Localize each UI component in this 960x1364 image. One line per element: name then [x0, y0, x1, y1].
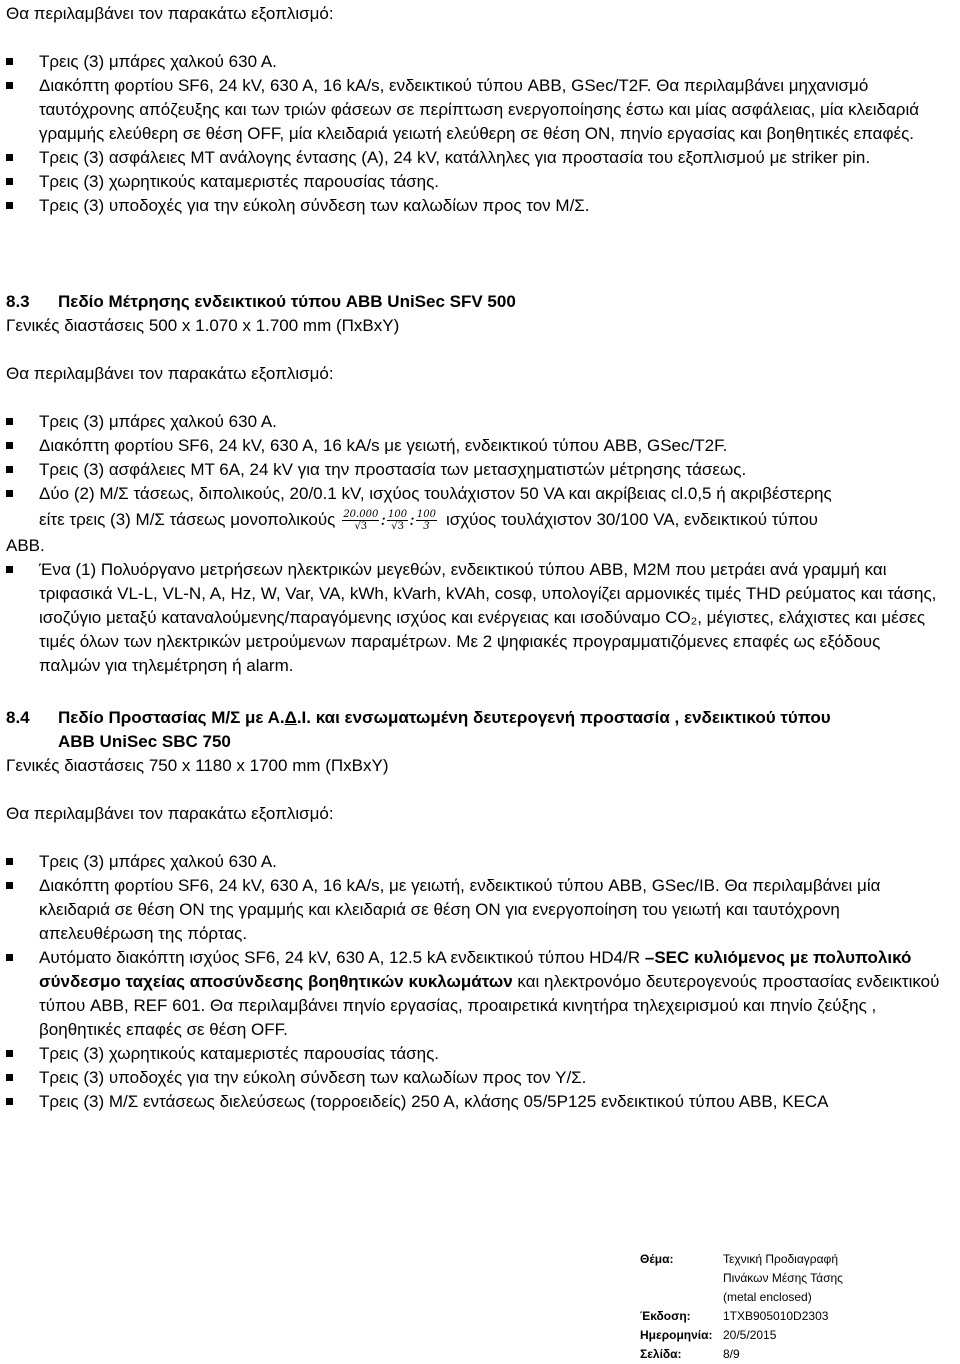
list-item: Τρεις (3) υποδοχές για την εύκολη σύνδεση των καλωδίων προς τον Υ/Σ. — [6, 1066, 946, 1090]
fraction: $\frac{100}{3}$ — [416, 508, 436, 532]
bullet-icon — [6, 202, 13, 209]
list-item: Τρεις (3) Μ/Σ εντάσεως διελεύσεως (τορροειδείς) 250 Α, κλάσης 05/5P125 ενδεικτικού τύπου ΑΒΒ, ΚΕCA — [6, 1090, 946, 1114]
list-item: Τρεις (3) υποδοχές για την εύκολη σύνδεση των καλωδίων προς τον Μ/Σ. — [6, 194, 946, 218]
bullet-icon — [6, 1074, 13, 1081]
list-item: Τρεις (3) χωρητικούς καταμεριστές παρουσίας τάσης. — [6, 1042, 946, 1066]
list-item: Τρεις (3) ασφάλειες ΜΤ ανάλογης έντασης (Α), 24 kV, κατάλληλες για προστασία του εξοπλισμού με striker pin. — [6, 146, 946, 170]
section1-list — [6, 50, 946, 218]
bullet-icon — [6, 490, 13, 497]
bullet-icon — [6, 82, 13, 89]
footer-date: Ημερομηνία: 20/5/2015 — [640, 1328, 777, 1342]
document-footer: Θέμα: Τεχνική Προδιαγραφή Πινάκων Μέσης Τάσης (metal enclosed) Έκδοση: 1TXB905010D2303 Ημερομηνία: 20/5/2015 Σελίδα: 8/9 — [640, 1250, 940, 1364]
list-item-voltage-transformers: Δύο (2) Μ/Σ τάσεως, διπολικούς, 20/0.1 kV, ισχύος τουλάχιστον 50 VA και ακρίβειας cl.0,5 ή ακριβέστερης είτε τρεις (3) Μ/Σ τάσεως μονοπολικούς $\frac{20.000}{√3}$ : $\frac{100}{√3}$ : $\frac{100}{3}$ ισχύος τουλάχιστον 30/100 VA, ενδεικτικού τύπου ABB. — [6, 482, 946, 558]
bullet-icon — [6, 1050, 13, 1057]
section1-intro: Θα περιλαμβάνει τον παρακάτω εξοπλισμό: — [6, 4, 334, 23]
list-item: Τρεις (3) χωρητικούς καταμεριστές παρουσίας τάσης. — [6, 170, 946, 194]
footer-page-number: Σελίδα: 8/9 — [640, 1347, 740, 1361]
bullet-icon — [6, 1098, 13, 1105]
bullet-icon — [6, 442, 13, 449]
footer-edition: Έκδοση: 1TXB905010D2303 — [640, 1309, 829, 1323]
bullet-icon — [6, 418, 13, 425]
bullet-icon — [6, 954, 13, 961]
fraction: $\frac{100}{√3}$ — [388, 508, 408, 532]
bullet-icon — [6, 178, 13, 185]
list-item: Διακόπτη φορτίου SF6, 24 kV, 630 A, 16 kA/s με γειωτή, ενδεικτικού τύπου ABB, GSec/T2F. — [6, 434, 946, 458]
list-item: Τρεις (3) ασφάλειες ΜΤ 6Α, 24 kV για την προστασία των μετασχηματιστών μέτρησης τάσεως. — [6, 458, 946, 482]
list-item: Διακόπτη φορτίου SF6, 24 kV, 630 A, 16 kA/s, με γειωτή, ενδεικτικού τύπου ABB, GSec/IB. Θα περιλαμβάνει μία κλειδαριά σε θέση ON της γραμμής και κλειδαριά σε θέση ON για ενεργοποίηση του γειωτή και ταυτόχρονη απελευθέρωση της πόρτας. — [6, 874, 946, 946]
fraction: $\frac{20.000}{√3}$ — [343, 508, 379, 532]
list-item: Διακόπτη φορτίου SF6, 24 kV, 630 A, 16 kA/s, ενδεικτικού τύπου ABB, GSec/T2F. Θα περιλαμβάνει μηχανισμό ταυτόχρονης απόζευξης και των τριών φάσεων σε περίπτωση ενεργοποίησης έστω και μίας ασφάλειας, μία κλειδαριά γραμμής ελεύθερη σε θέση OFF, μία κλειδαριά γειωτή ελεύθερη σε θέση ON, πηνίο εργασίας και βοηθητικές επαφές. — [6, 74, 946, 146]
list-item-multimeter: Ένα (1) Πολυόργανο μετρήσεων ηλεκτρικών μεγεθών, ενδεικτικού τύπου ABB, M2M που μετράει ανά γραμμή και τριφασικά VL-L, VL-N, A, Hz, W, Var, VA, kWh, kVarh, kVAh, cosφ, υπολογίζει αρμονικές τιμές THD ρεύματος και τάσης, ισοζύγιο μεταξύ καταναλούμενης/παραγόμενης ισχύος και ενέργειας και ισοδύναμο CO₂, μέγιστες, ελάχιστες και μέσες τιμές όλων των ηλεκτρικών μετρούμενων παραμέτρων. Με 2 ψηφιακές προγραμματιζόμενες επαφές ως εξόδους παλμών για τηλεμέτρηση ή alarm. — [6, 558, 946, 678]
bullet-icon — [6, 466, 13, 473]
list-item-circuit-breaker: Αυτόματο διακόπτη ισχύος SF6, 24 kV, 630 A, 12.5 kA ενδεικτικού τύπου HD4/R –SEC κυλιόμενος με πολυπολικό σύνδεσμο ταχείας αποσύνδεσης βοηθητικών κυκλωμάτων και ηλεκτρονόμο δευτερογενούς προστασίας ενδεικτικού τύπου ABB, REF 601. Θα περιλαμβάνει πηνίο εργασίας, προαιρετικά κινητήρα τηλεχειρισμού και πηνίο ζεύξης , βοηθητικές επαφές σε θέση OFF. — [6, 946, 946, 1042]
list-item: Τρεις (3) μπάρες χαλκού 630 Α. — [6, 410, 946, 434]
list-item: Τρεις (3) μπάρες χαλκού 630 Α. — [6, 850, 946, 874]
section-heading-8-4: 8.4 Πεδίο Προστασίας Μ/Σ με Α.Δ.Ι. και ενσωματωμένη δευτερογενή προστασία , ενδεικτικού τύπου ABB UniSec SBC 750 — [6, 708, 831, 751]
bullet-icon — [6, 858, 13, 865]
section3-list — [6, 850, 946, 1114]
section-heading-8-3: 8.3 Πεδίο Μέτρησης ενδεικτικού τύπου ABB UniSec SFV 500 — [6, 292, 516, 311]
fraction-line: είτε τρεις (3) Μ/Σ τάσεως μονοπολικούς $\frac{20.000}{√3}$ : $\frac{100}{√3}$ : $\frac{100}{3}$ ισχύος τουλάχιστον 30/100 VA, ενδεικτικού τύπου — [39, 508, 818, 532]
bullet-icon — [6, 566, 13, 573]
bullet-icon — [6, 882, 13, 889]
section2-intro: Θα περιλαμβάνει τον παρακάτω εξοπλισμό: — [6, 364, 334, 383]
bullet-icon — [6, 154, 13, 161]
section3-intro: Θα περιλαμβάνει τον παρακάτω εξοπλισμό: — [6, 804, 334, 823]
section3-dimensions: Γενικές διαστάσεις 750 x 1180 x 1700 mm (ΠxΒxΥ) — [6, 756, 389, 775]
footer-subject: Θέμα: Τεχνική Προδιαγραφή — [640, 1252, 839, 1266]
section2-dimensions: Γενικές διαστάσεις 500 x 1.070 x 1.700 mm (ΠxΒxΥ) — [6, 316, 400, 335]
list-item: Τρεις (3) μπάρες χαλκού 630 Α. — [6, 50, 946, 74]
bullet-icon — [6, 58, 13, 65]
section2-list — [6, 410, 946, 678]
